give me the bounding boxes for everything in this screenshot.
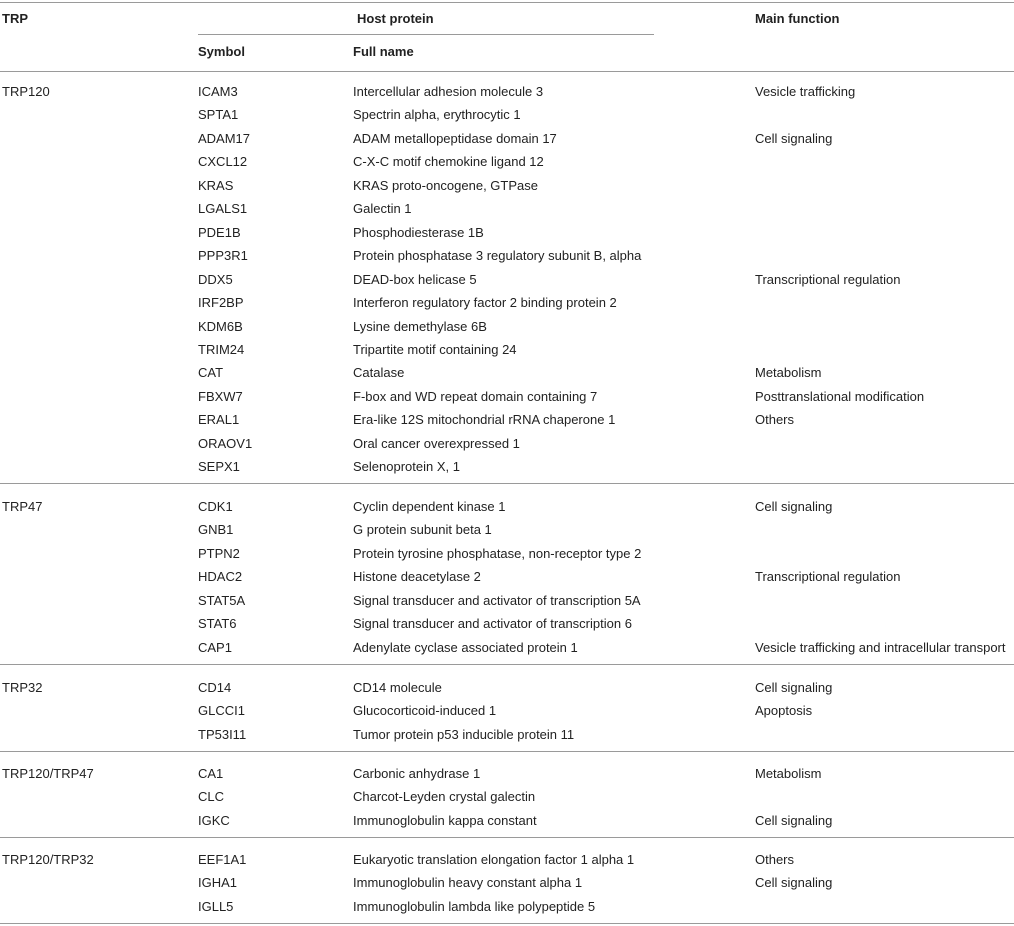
cell-full-name: KRAS proto-oncogene, GTPase <box>353 177 538 193</box>
table-row <box>0 593 1014 616</box>
cell-main-function: Others <box>755 412 795 428</box>
cell-full-name: Selenoprotein X, 1 <box>353 459 460 475</box>
table-row <box>0 225 1014 248</box>
group-rule <box>0 837 1014 838</box>
table-row <box>0 766 1014 789</box>
table-row <box>0 813 1014 836</box>
cell-full-name: Signal transducer and activator of transcription 5A <box>353 592 641 608</box>
cell-main-function: Posttranslational modification <box>755 388 925 404</box>
table-row <box>0 640 1014 663</box>
group-rule <box>0 751 1014 752</box>
table-row <box>0 436 1014 459</box>
cell-symbol: TRIM24 <box>198 341 245 357</box>
header-trp: TRP <box>2 11 28 26</box>
header-rule <box>0 71 1014 72</box>
cell-full-name: Adenylate cyclase associated protein 1 <box>353 639 578 655</box>
cell-full-name: Spectrin alpha, erythrocytic 1 <box>353 107 521 123</box>
table-row <box>0 178 1014 201</box>
table-row <box>0 131 1014 154</box>
cell-full-name: Oral cancer overexpressed 1 <box>353 435 520 451</box>
cell-symbol: ICAM3 <box>198 84 238 99</box>
cell-symbol: GNB1 <box>198 522 234 538</box>
header-symbol: Symbol <box>198 44 245 59</box>
cell-main-function: Cell signaling <box>755 499 833 514</box>
cell-trp: TRP120/TRP47 <box>2 766 94 781</box>
table-row <box>0 389 1014 412</box>
table-row <box>0 412 1014 435</box>
host-protein-subrule <box>198 34 654 35</box>
table-row <box>0 84 1014 107</box>
cell-symbol: CDK1 <box>198 499 233 514</box>
cell-symbol: CLC <box>198 789 225 805</box>
cell-symbol: CAT <box>198 365 224 381</box>
table-row <box>0 319 1014 342</box>
cell-symbol: IGKC <box>198 812 230 828</box>
cell-full-name: Protein phosphatase 3 regulatory subunit B, alpha <box>353 248 642 264</box>
cell-symbol: CD14 <box>198 680 232 695</box>
cell-full-name: Glucocorticoid-induced 1 <box>353 703 497 719</box>
table-row <box>0 295 1014 318</box>
cell-symbol: KDM6B <box>198 318 243 334</box>
cell-symbol: ORAOV1 <box>198 435 253 451</box>
cell-symbol: HDAC2 <box>198 569 243 585</box>
cell-main-function: Cell signaling <box>755 680 833 695</box>
cell-symbol: ADAM17 <box>198 130 251 146</box>
group-rule <box>0 483 1014 484</box>
cell-symbol: STAT6 <box>198 616 237 632</box>
cell-full-name: Signal transducer and activator of transcription 6 <box>353 616 632 632</box>
cell-symbol: IGLL5 <box>198 898 234 914</box>
cell-full-name: Immunoglobulin heavy constant alpha 1 <box>353 875 583 891</box>
cell-symbol: PTPN2 <box>198 545 240 561</box>
cell-full-name: Phosphodiesterase 1B <box>353 224 484 240</box>
cell-symbol: SEPX1 <box>198 459 240 475</box>
cell-main-function: Metabolism <box>755 365 822 381</box>
cell-symbol: DDX5 <box>198 271 233 287</box>
cell-full-name: Eukaryotic translation elongation factor 1 alpha 1 <box>353 852 635 867</box>
group-rule <box>0 664 1014 665</box>
cell-main-function: Transcriptional regulation <box>755 569 901 585</box>
table-row <box>0 875 1014 898</box>
cell-main-function: Apoptosis <box>755 703 813 719</box>
cell-main-function: Transcriptional regulation <box>755 271 901 287</box>
cell-full-name: Era-like 12S mitochondrial rRNA chaperone 1 <box>353 412 616 428</box>
table-row <box>0 201 1014 224</box>
cell-symbol: TP53I11 <box>198 726 247 742</box>
cell-main-function: Others <box>755 852 795 867</box>
table-row <box>0 789 1014 812</box>
table-row <box>0 154 1014 177</box>
cell-symbol: SPTA1 <box>198 107 239 123</box>
cell-full-name: F-box and WD repeat domain containing 7 <box>353 388 598 404</box>
cell-symbol: CXCL12 <box>198 154 248 170</box>
table-row <box>0 272 1014 295</box>
cell-full-name: DEAD-box helicase 5 <box>353 271 477 287</box>
table-row <box>0 248 1014 271</box>
top-rule <box>0 2 1014 3</box>
cell-symbol: IGHA1 <box>198 875 238 891</box>
cell-symbol: CAP1 <box>198 639 232 655</box>
cell-symbol: EEF1A1 <box>198 852 247 867</box>
cell-full-name: Lysine demethylase 6B <box>353 318 487 334</box>
cell-full-name: Interferon regulatory factor 2 binding protein 2 <box>353 295 617 311</box>
header-host-protein: Host protein <box>357 11 434 26</box>
table-row <box>0 852 1014 875</box>
group-rule <box>0 923 1014 924</box>
table-row <box>0 899 1014 922</box>
table-row <box>0 107 1014 130</box>
cell-full-name: Tumor protein p53 inducible protein 11 <box>353 726 575 742</box>
table-row <box>0 727 1014 750</box>
cell-symbol: IRF2BP <box>198 295 244 311</box>
cell-symbol: CA1 <box>198 766 224 781</box>
cell-trp: TRP32 <box>2 680 43 695</box>
cell-trp: TRP120/TRP32 <box>2 852 94 867</box>
cell-full-name: Galectin 1 <box>353 201 412 217</box>
cell-symbol: KRAS <box>198 177 234 193</box>
cell-full-name: Histone deacetylase 2 <box>353 569 481 585</box>
cell-full-name: Protein tyrosine phosphatase, non-receptor type 2 <box>353 545 642 561</box>
header-full-name: Full name <box>353 44 414 59</box>
cell-symbol: ERAL1 <box>198 412 240 428</box>
table-row <box>0 569 1014 592</box>
cell-full-name: C-X-C motif chemokine ligand 12 <box>353 154 544 170</box>
cell-full-name: Tripartite motif containing 24 <box>353 341 517 357</box>
cell-trp: TRP47 <box>2 499 43 514</box>
cell-full-name: Immunoglobulin kappa constant <box>353 812 537 828</box>
table-row <box>0 365 1014 388</box>
table-row <box>0 522 1014 545</box>
cell-full-name: CD14 molecule <box>353 680 442 695</box>
cell-trp: TRP120 <box>2 84 50 99</box>
header-main-function: Main function <box>755 11 840 26</box>
cell-symbol: PDE1B <box>198 224 241 240</box>
table-row <box>0 546 1014 569</box>
cell-symbol: FBXW7 <box>198 388 243 404</box>
cell-symbol: PPP3R1 <box>198 248 248 264</box>
cell-symbol: LGALS1 <box>198 201 248 217</box>
cell-symbol: STAT5A <box>198 592 246 608</box>
table-row <box>0 616 1014 639</box>
cell-main-function: Cell signaling <box>755 130 833 146</box>
cell-full-name: Immunoglobulin lambda like polypeptide 5 <box>353 898 596 914</box>
table-row <box>0 499 1014 522</box>
cell-main-function: Cell signaling <box>755 875 833 891</box>
cell-main-function: Metabolism <box>755 766 822 781</box>
table-row <box>0 459 1014 482</box>
cell-full-name: Charcot-Leyden crystal galectin <box>353 789 536 805</box>
cell-symbol: GLCCI1 <box>198 703 245 719</box>
cell-full-name: Catalase <box>353 365 405 381</box>
table-row <box>0 703 1014 726</box>
cell-full-name: Intercellular adhesion molecule 3 <box>353 84 544 99</box>
cell-main-function: Vesicle trafficking and intracellular transport <box>755 639 1006 655</box>
cell-main-function: Cell signaling <box>755 812 833 828</box>
table-row <box>0 680 1014 703</box>
cell-full-name: Cyclin dependent kinase 1 <box>353 499 506 514</box>
cell-main-function: Vesicle trafficking <box>755 84 856 99</box>
cell-full-name: G protein subunit beta 1 <box>353 522 492 538</box>
table-row <box>0 342 1014 365</box>
cell-full-name: ADAM metallopeptidase domain 17 <box>353 130 557 146</box>
cell-full-name: Carbonic anhydrase 1 <box>353 766 481 781</box>
